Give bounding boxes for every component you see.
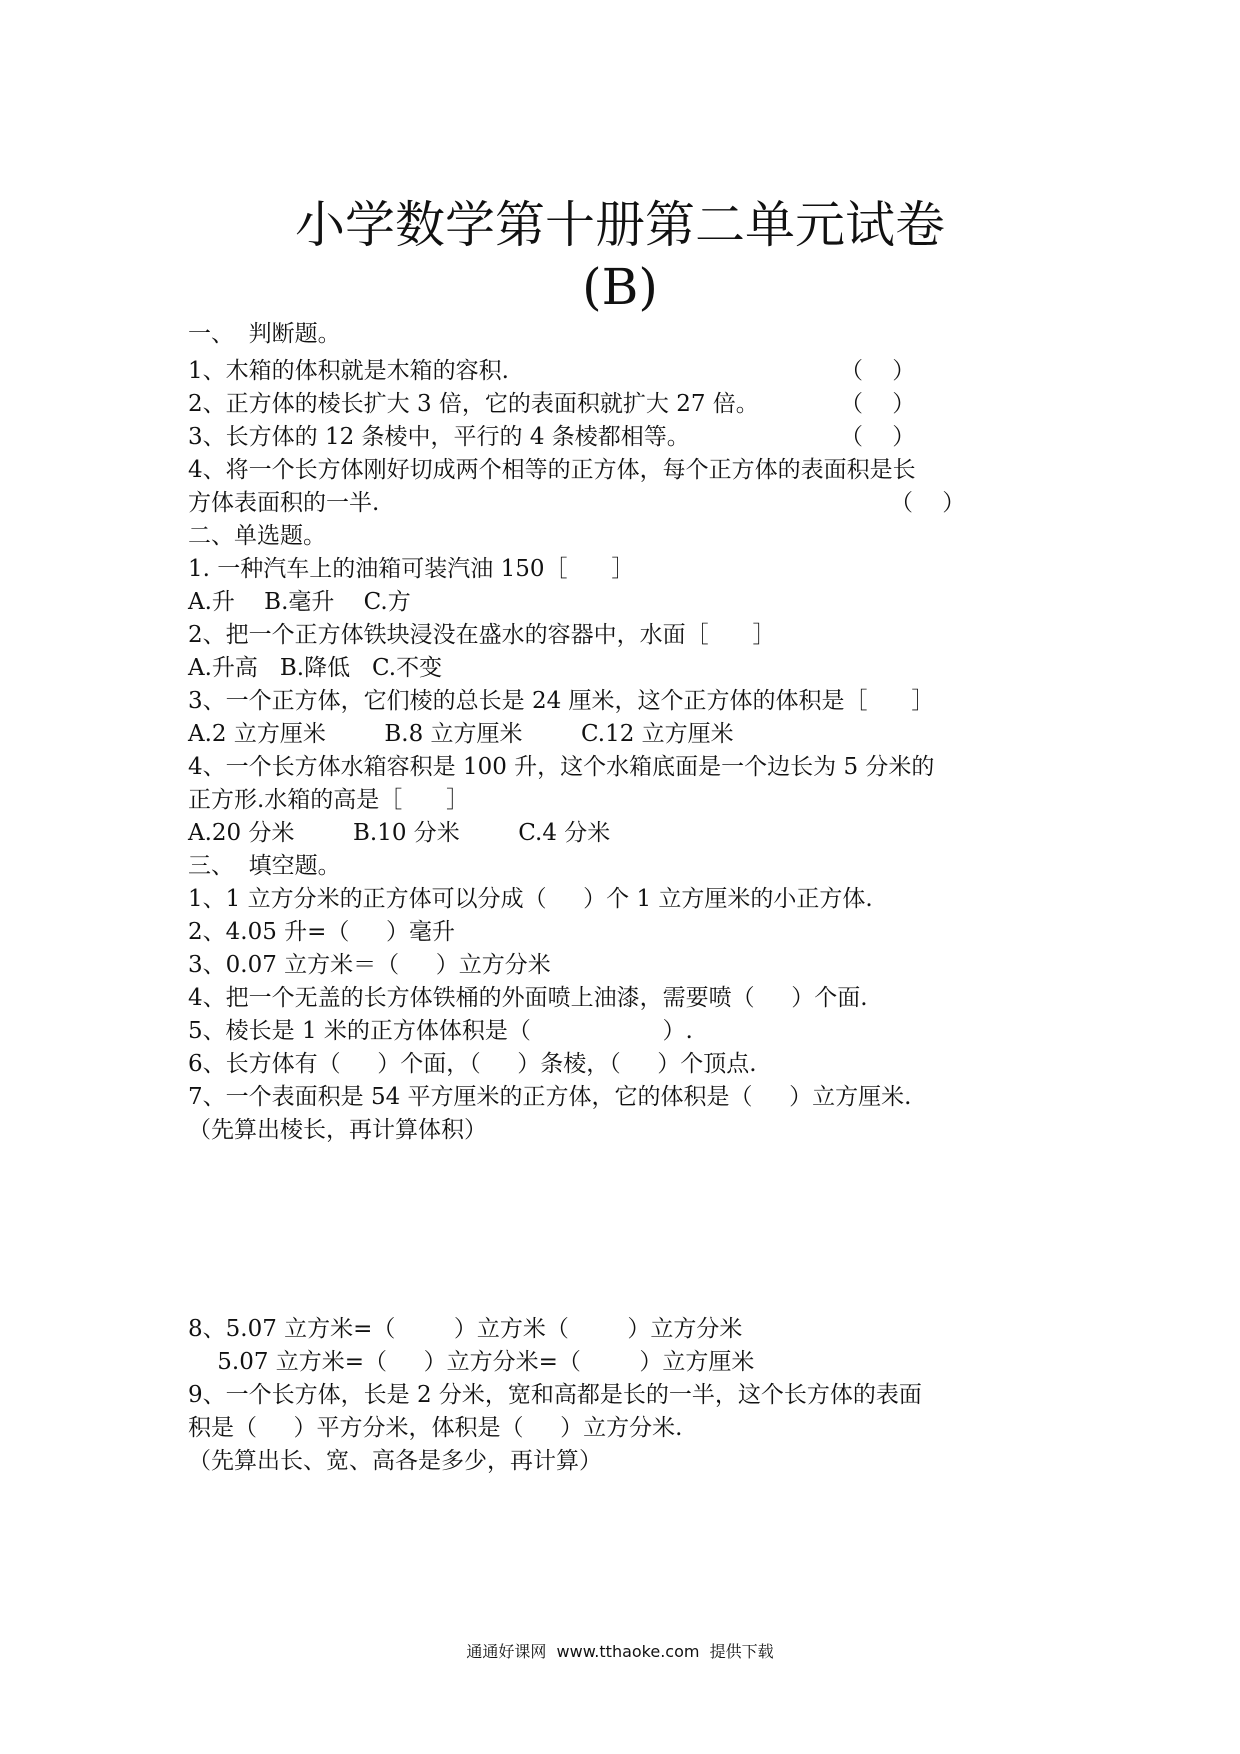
mc-options-2: A.升高 B.降低 C.不变 [188, 655, 443, 681]
tf-question-3: 3、长方体的 12 条棱中，平行的 4 条棱都相等。 [188, 424, 690, 450]
footer-source-note: 通通好课网 www.tthaoke.com 提供下载 [466, 1642, 774, 1661]
fill-question-3: 3、0.07 立方米＝（ ）立方分米 [188, 952, 551, 978]
tf-question-2: 2、正方体的棱长扩大 3 倍，它的表面积就扩大 27 倍。 [188, 391, 759, 417]
fill-question-9-line1: 9、一个长方体，长是 2 分米，宽和高都是长的一半，这个长方体的表面 [188, 1382, 922, 1408]
section-heading-multiple-choice: 二、单选题。 [188, 523, 326, 549]
section-heading-true-false: 一、 判断题。 [188, 321, 341, 347]
tf-answer-blank-4: （ ） [890, 490, 966, 516]
page-subtitle: (B) [582, 258, 658, 316]
mc-question-2: 2、把一个正方体铁块浸没在盛水的容器中，水面［ ］ [188, 622, 776, 648]
fill-question-9-line2: 积是（ ）平方分米，体积是（ ）立方分米. [188, 1415, 683, 1441]
tf-answer-blank-1: （ ） [840, 358, 916, 384]
mc-question-4-line2: 正方形.水箱的高是［ ］ [188, 787, 470, 813]
tf-question-4-line1: 4、将一个长方体刚好切成两个相等的正方体，每个正方体的表面积是长 [188, 457, 916, 483]
fill-question-5: 5、棱长是 1 米的正方体体积是（ ）. [188, 1018, 693, 1044]
tf-question-4-line2: 方体表面积的一半. [188, 490, 380, 516]
fill-question-6: 6、长方体有（ ）个面，（ ）条棱，（ ）个顶点. [188, 1051, 757, 1077]
fill-question-8-line1: 8、5.07 立方米=（ ）立方米（ ）立方分米 [188, 1316, 743, 1342]
mc-options-3: A.2 立方厘米 B.8 立方厘米 C.12 立方厘米 [188, 721, 734, 747]
mc-question-4-line1: 4、一个长方体水箱容积是 100 升，这个水箱底面是一个边长为 5 分米的 [188, 754, 935, 780]
fill-question-1: 1、1 立方分米的正方体可以分成（ ）个 1 立方厘米的小正方体. [188, 886, 873, 912]
page-title: 小学数学第十册第二单元试卷 [295, 196, 945, 254]
fill-question-7-line1: 7、一个表面积是 54 平方厘米的正方体，它的体积是（ ）立方厘米. [188, 1084, 912, 1110]
section-heading-fill-blank: 三、 填空题。 [188, 853, 341, 879]
mc-question-3: 3、一个正方体，它们棱的总长是 24 厘米，这个正方体的体积是［ ］ [188, 688, 935, 714]
tf-answer-blank-2: （ ） [840, 391, 916, 417]
fill-question-4: 4、把一个无盖的长方体铁桶的外面喷上油漆，需要喷（ ）个面. [188, 985, 868, 1011]
mc-options-4: A.20 分米 B.10 分米 C.4 分米 [188, 820, 611, 846]
fill-question-9-hint: （先算出长、宽、高各是多少，再计算） [188, 1448, 602, 1474]
mc-question-1: 1. 一种汽车上的油箱可装汽油 150［ ］ [188, 556, 635, 582]
tf-answer-blank-3: （ ） [840, 424, 916, 450]
fill-question-8-line2: 5.07 立方米=（ ）立方分米=（ ）立方厘米 [188, 1349, 755, 1375]
fill-question-2: 2、4.05 升=（ ）毫升 [188, 919, 455, 945]
tf-question-1: 1、木箱的体积就是木箱的容积. [188, 358, 509, 384]
fill-question-7-hint: （先算出棱长，再计算体积） [188, 1117, 487, 1143]
mc-options-1: A.升 B.毫升 C.方 [188, 589, 411, 615]
